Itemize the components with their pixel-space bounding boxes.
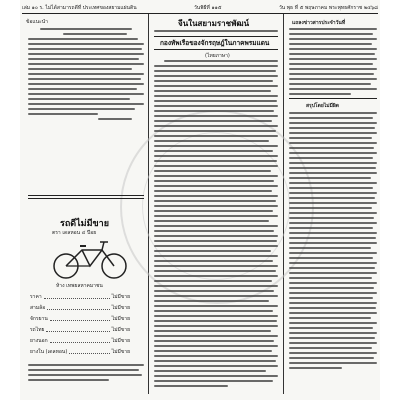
price-item: ราคา: [30, 294, 42, 300]
left-footer-text: [28, 364, 144, 384]
price-row: [30, 347, 130, 358]
left-article-text: [28, 28, 144, 123]
price-row: [30, 314, 130, 325]
right-section-rule: [289, 98, 377, 100]
right-subheading: สรุปโดยไม่มีผิด: [306, 103, 340, 109]
ad-subtitle: ตรา เดลหอน ๔ ปีอย: [52, 230, 97, 236]
ad-caption: ห้าง เทพยลหาคมาชน: [56, 283, 103, 289]
masthead: จีนในสยามราชพัฒน์: [178, 18, 250, 28]
price-item: ยางใน (เดลหอน): [30, 349, 68, 355]
price-row: [30, 336, 130, 347]
price-value: ไม่มีขาย: [111, 316, 130, 322]
byline: (ไทยภาษา): [205, 53, 230, 59]
price-row: [30, 325, 130, 336]
price-value: ไม่มีขาย: [111, 294, 130, 300]
page-header: [22, 4, 378, 12]
ad-title: รถดีไม่มีขาย: [60, 219, 109, 229]
header-mid: วันพิธีที่ ๑๑๕: [193, 5, 222, 11]
price-item: จักรยาน: [30, 316, 48, 322]
price-value: ไม่มีขาย: [111, 327, 130, 333]
header-rule: [22, 13, 378, 14]
header-right: วัน พุธ ที่ ๕ พฤษภาคม พระพุทธศักราช ๒๔๖๘: [278, 5, 378, 11]
right-heading: แถลงข่าวสารประจำวันที่: [292, 20, 346, 26]
left-top-label: ข้อแนะนำ: [26, 19, 48, 25]
masthead-subline: [154, 30, 278, 35]
price-list: [30, 292, 130, 358]
price-value: ไม่มีขาย: [111, 349, 130, 355]
bicycle-illustration: [50, 236, 130, 280]
price-value: ไม่มีขาย: [111, 305, 130, 311]
price-value: ไม่มีขาย: [111, 338, 130, 344]
right-article-text-2: [289, 112, 377, 372]
price-item: สามล้อ: [30, 305, 46, 311]
price-item: ยางนอก: [30, 338, 48, 344]
header-left: เล่ม ๑๐ ร. ไม่ได้สามารถดีที่ ประเทศของสยามแผ่นดิน: [22, 5, 137, 11]
middle-article-text: [154, 60, 278, 390]
price-row: [30, 303, 130, 314]
headline: กองทัพเรือของจักรฤษฎ์ในภาคพรมแดน: [160, 39, 270, 47]
right-article-text: [289, 28, 377, 98]
price-item: รถไทย: [30, 327, 45, 333]
ad-top-rule: [28, 195, 144, 199]
price-row: [30, 292, 130, 303]
